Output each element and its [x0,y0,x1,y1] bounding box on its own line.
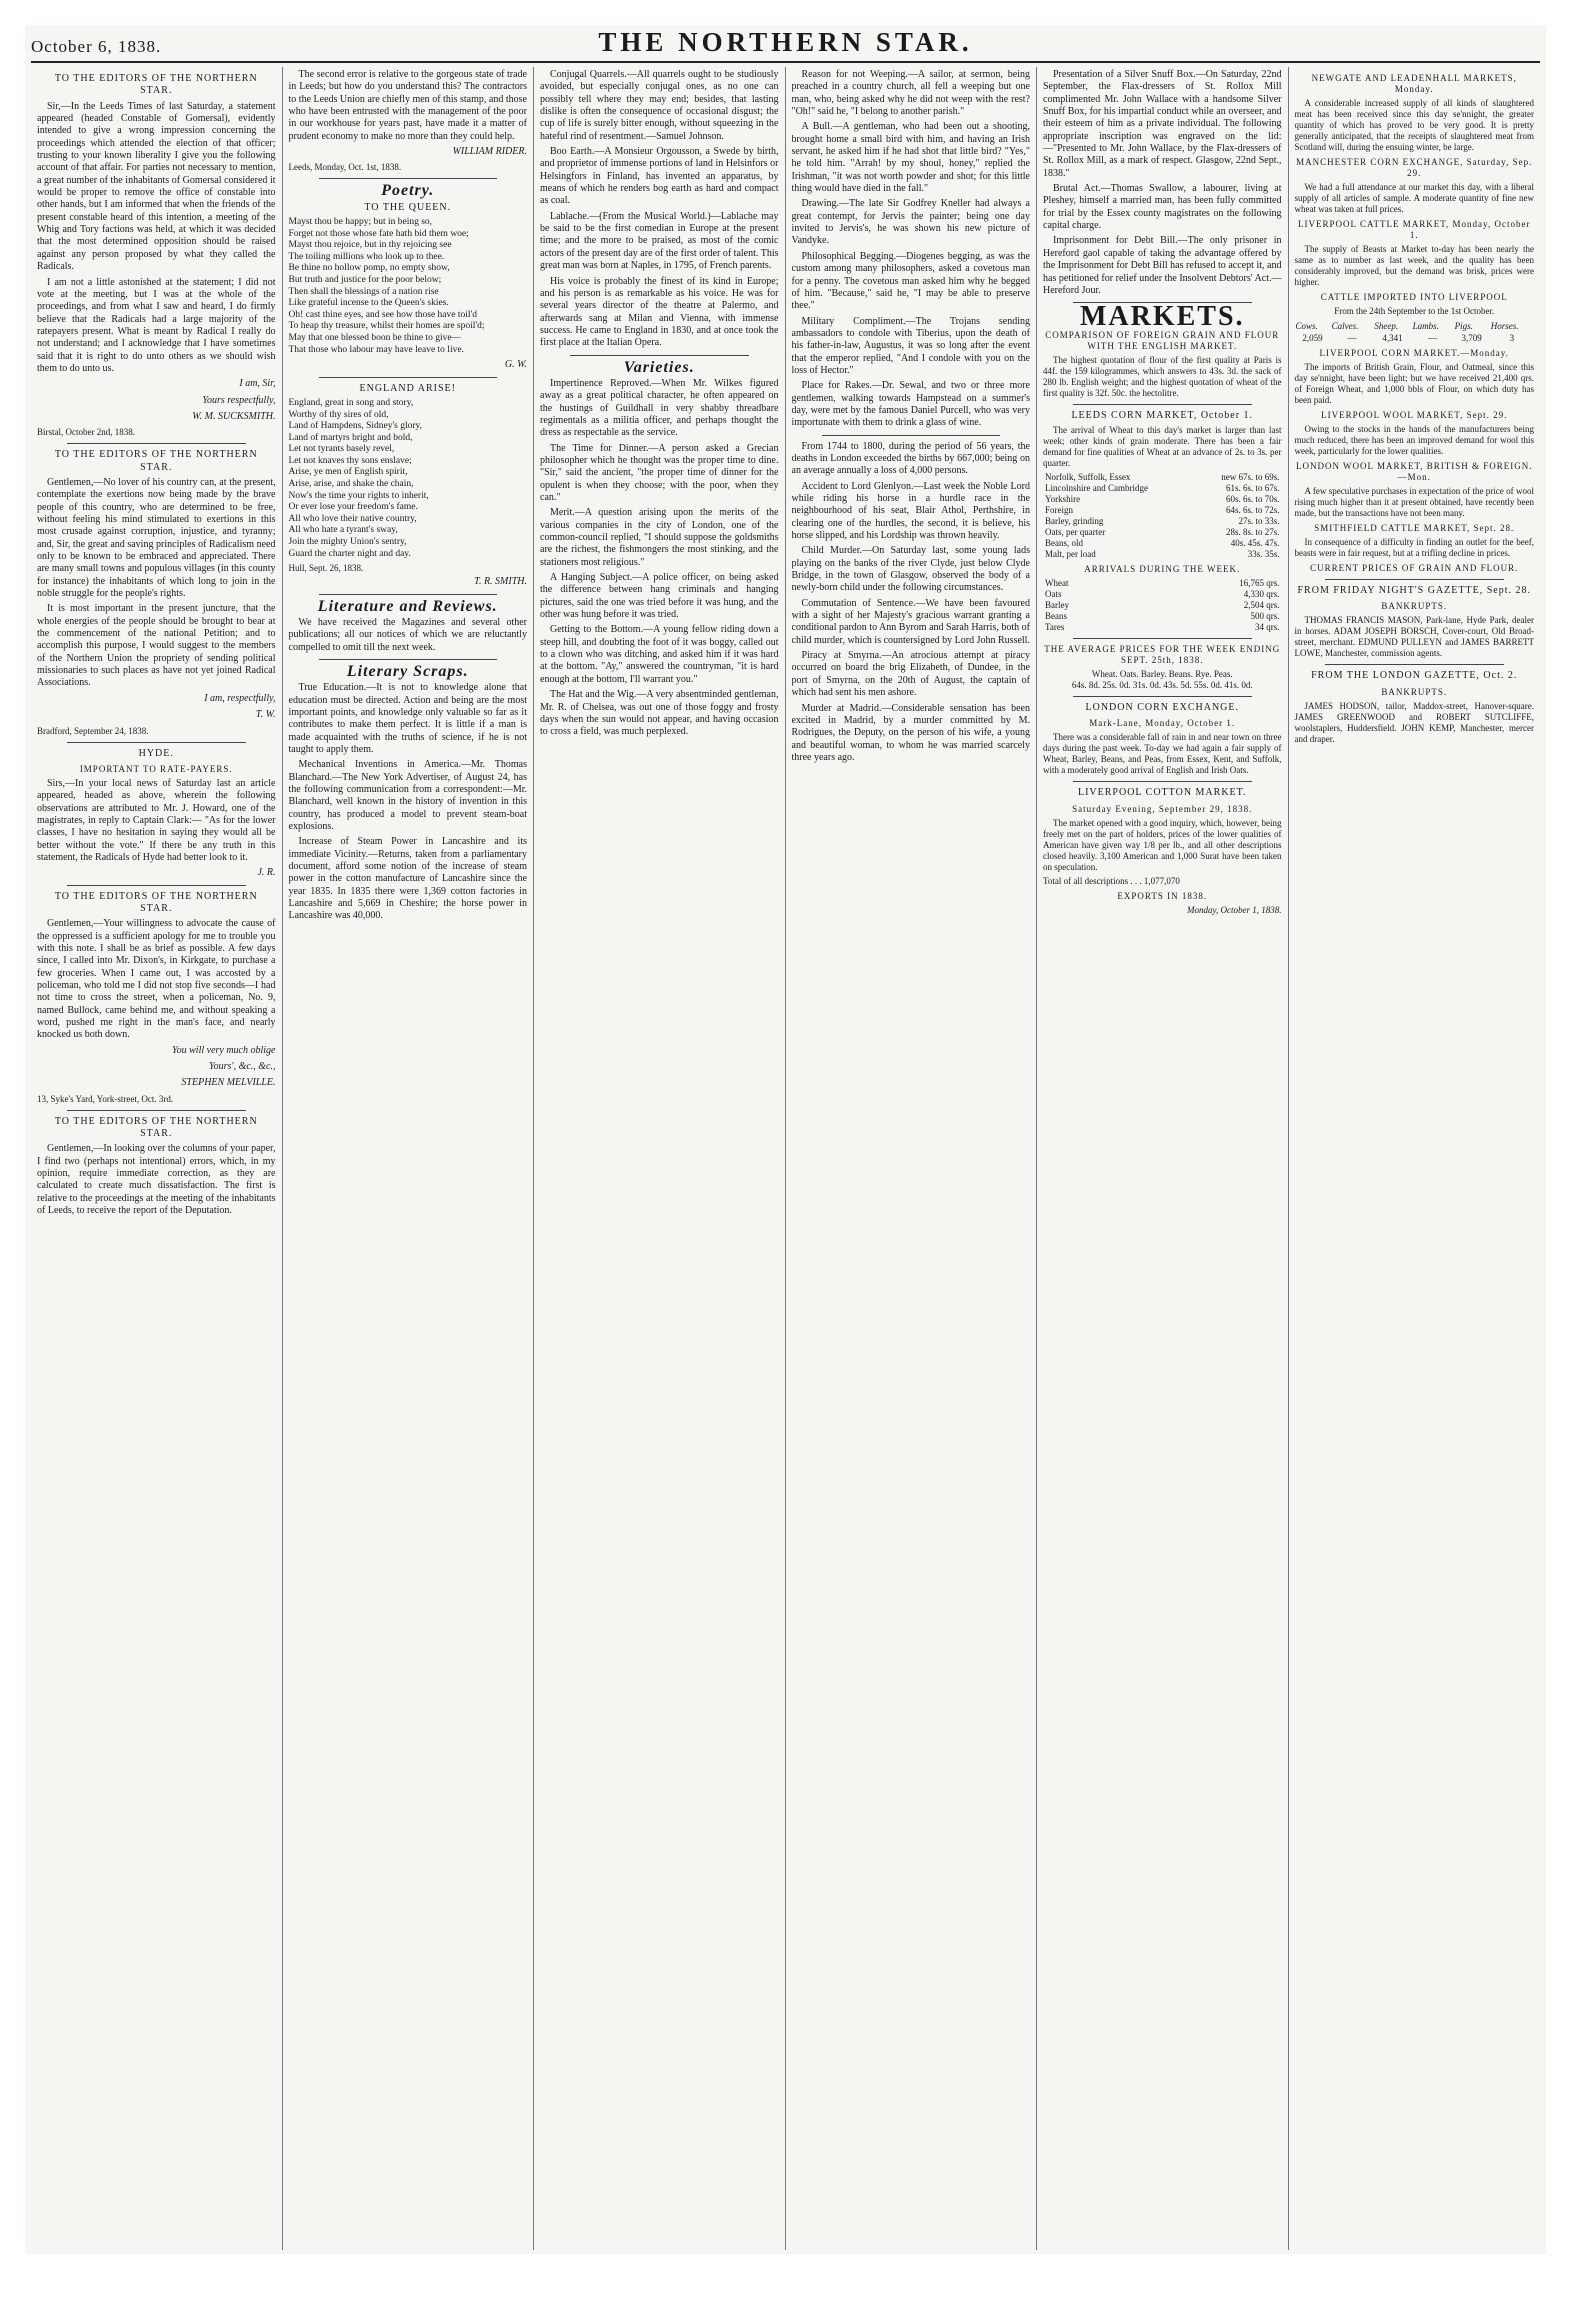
gazette-heading: FROM THE LONDON GAZETTE, Oct. 2. [1311,670,1518,682]
table-label-cell: Yorkshire [1045,493,1081,504]
poem-signature: T. R. SMITH. [474,576,527,588]
divider [67,443,246,444]
grain-price-row [1043,516,1282,527]
gazette-paragraph: JAMES HODSON, tailor, Maddox-street, Hanover-square. JAMES GREENWOOD and ROBERT SUTCLIFFE, woolstaplers, Huddersfield. JOHN KEMP, Manchester, mercer and draper. [1294,700,1534,744]
letter-heading: TO THE EDITORS OF THE NORTHERN STAR. [54,1115,258,1140]
market-heading: COMPARISON OF FOREIGN GRAIN AND FLOUR WITH THE ENGLISH MARKET. [1045,329,1280,351]
market-heading: LEEDS CORN MARKET, October 1. [1071,409,1254,421]
table-value-cell: 2,504 qrs. [1243,599,1280,610]
cattle-value-cell: 3 [1509,333,1515,343]
table-value-cell: 33s. 35s. [1247,548,1280,559]
dateline: Birstal, October 2nd, 1838. [37,427,135,438]
table-label-cell: Norfolk, Suffolk, Essex [1045,471,1131,482]
cattle-value-cell: 2,059 [1302,333,1323,343]
table-label-cell: Barley [1045,599,1069,610]
markets-title: MARKETS. [1079,301,1245,333]
section-title-poetry: Poetry. [381,182,435,200]
divider [319,594,498,595]
news-paragraph: Commutation of Sentence.—We have been favoured with a sight of her Majesty's gracious warrant granting a conditional pardon to Ann Byrom and Sarah Harris, both of child murder, which is countersigned by Lord John Russell. [791,597,1030,646]
grain-price-row [1043,483,1282,494]
market-heading: NEWGATE AND LEADENHALL MARKETS, Monday. [1311,73,1517,94]
grain-price-row [1043,494,1282,505]
news-paragraph: Piracy at Smyrna.—An atrocious attempt at piracy occurred on board the brig Elizabeth, of Dundee, in the port of Smyrna, on the 20th of August, the captain of which had sent his men ashore. [791,650,1030,699]
issue-date: October 6, 1838. [31,37,162,56]
table-label-cell: Beans [1045,610,1067,621]
arrival-row [1043,600,1282,611]
article-heading: HYDE. [138,747,174,759]
table-label-cell: Beans, old [1045,537,1083,548]
table-label-cell: Barley, grinding [1045,515,1104,526]
table-value-cell: 4,330 qrs. [1243,588,1280,599]
section-title-varieties: Varieties. [623,358,695,376]
news-paragraph: Presentation of a Silver Snuff Box.—On Saturday, 22nd September, the Flax-dressers of St. Rollox Mill complimented Mr. John Wallace with a handsome Silver Snuff Box, for his impartial conduct while an overseer, and their esteem of him as a private individual. The following appropriate inscription was engraved on the lid:—"Presented to Mr. John Wallace, by the Flax-dressers of St. Rollox Mill, as a mark of respect. Glasgow, 22nd Sept., 1838." [1043,69,1282,179]
poem-body: England, great in song and story, Worthy of thy sires of old, Land of Hampdens, Sidney's glory, Land of martyrs bright and bold, Let not tyrants basely revel, Let not knaves thy sons enslave; Arise, ye men of English spirit, Arise, arise, and shake the chain, Now's the time your rights to inherit, Or ever lose your freedom's fame. All who love their native country, All who hate a tyrant's sway, Join the mighty Union's sentry, Guard the charter night and day. [288,397,429,559]
table-value-cell: 64s. 6s. to 72s. [1225,504,1280,515]
table-label-cell: Foreign [1045,504,1073,515]
grain-price-row [1043,505,1282,516]
letter-paragraph: Sir,—In the Leeds Times of last Saturday, a statement appeared (headed Constable of Gomersal), evidently intended to give a wrong impression concerning the proceedings which attended the election of that officer; trusting to your known liberality I give you the following account of that affair. For parties not necessary to mention, a great number of the inhabitants of Gomersal considered it would be proper to remove the office of constable into other hands, but I am informed that when the friends of the present constable heard of this intention, a meeting of the Whig and Tory factions was held, at which it was decided that the most determined opposition should be raised against any person proposed by what they called the Radicals. [37,100,276,273]
table-value-cell: 27s. to 33s. [1238,515,1280,526]
variety-paragraph: Merit.—A question arising upon the merits of the various companies in the city of London, one of the common-council replied, "I should suppose the goldsmiths are the richest, the fishmongers the most stinking, and the stationers most religious." [540,507,779,568]
column-2 [283,67,535,2250]
poem-signature: G. W. [504,359,527,371]
dateline: Bradford, September 24, 1838. [37,725,149,736]
letter-paragraph: It is most important in the present juncture, that the whole energies of the people should be brought to bear at the commencement of the national Petition; and to accomplish this purpose, I would suggest to the members of the Northern Union the propriety of sending political missionaries to such places as have not yet joined Radical Associations. [37,603,276,689]
table-value-cell: 16,765 qrs. [1239,577,1280,588]
variety-paragraph: Place for Rakes.—Dr. Sewal, and two or three more gentlemen, walking towards Hampstead on a summer's day, were met by the famous Daniel Purcell, who was very importunate with them to drink a glass of wine. [791,380,1030,429]
column-1 [31,67,283,2250]
article-subheading: IMPORTANT TO RATE-PAYERS. [79,763,233,774]
divider [570,355,749,356]
table-label-cell: Tares [1045,621,1065,632]
table-value-cell: 60s. 6s. to 70s. [1225,493,1280,504]
table-value-cell: new 67s. to 69s. [1221,471,1280,482]
gazette-subheading: BANKRUPTS. [1381,686,1448,697]
scrap-paragraph: True Education.—It is not to knowledge alone that education must be directed. Action and being are the most important points, and knowledge only valuable so far as it contributes to make them perfect. It is little if a man is made acquainted with the truths of science, if he is not taught to apply them. [288,682,527,755]
dateline: Hull, Sept. 26, 1838. [288,563,364,574]
variety-paragraph: Military Compliment.—The Trojans sending ambassadors to condole with Tiberius, upon the death of his father-in-law, Augustus, it was so long after the event that the emperor replied, "And I condole with you on the loss of Hector." [791,315,1030,376]
masthead [31,25,1540,63]
market-subheading: Mark-Lane, Monday, October 1. [1089,718,1236,729]
newspaper-title: THE NORTHERN STAR. [598,27,973,57]
letter-heading: TO THE EDITORS OF THE NORTHERN STAR. [54,449,258,473]
divider [319,377,498,378]
divider [1073,638,1252,639]
market-subheading: From the 24th September to the 1st October. [1334,306,1495,316]
notice-paragraph: We have received the Magazines and several other publications; all our notices of which we are reluctantly compelled to omit till the next week. [288,616,527,653]
table-label-cell: Malt, per load [1045,548,1096,559]
letter-paragraph: The second error is relative to the gorgeous state of trade in Leeds; but how do you understand this? The contractors to the Leeds Union are chiefly men of this stamp, and those who have been entrusted with the management of the poor in our workhouse for years past, have made it a matter of prudent economy to make no more than they could help. [288,69,527,142]
scrap-paragraph: Lablache.—(From the Musical World.)—Lablache may be said to be the first comedian in Europe at the present time; and the more to be praised, as most of the comic actors of the present day are of the first order of talent. This great man was born at Naples, in 1795, of French parents. [540,210,779,272]
divider [319,659,498,660]
column-6 [1289,67,1541,2250]
market-subheading: Saturday Evening, September 29, 1838. [1072,803,1253,814]
signature-line: You will very much oblige [171,1044,276,1056]
column-3 [534,67,786,2250]
market-heading: MANCHESTER CORN EXCHANGE, Saturday, Sep. 29. [1296,157,1533,178]
cattle-value-cell: 4,341 [1382,333,1403,343]
columns [31,67,1540,2250]
statistic-paragraph: From 1744 to 1800, during the period of 56 years, the deaths in London exceeded the births by 667,000; being on an average annually a loss of 4,000 persons. [791,440,1030,477]
market-heading: LIVERPOOL COTTON MARKET. [1077,787,1247,799]
divider [822,435,1001,436]
market-paragraph: There was a considerable fall of rain in and near town on three days during the past week. To-day we had again a fair supply of Wheat, Barley, Beans, and Peas, from Essex, Kent, and Suffolk, with a moderately good arrival of English and Irish Oats. [1043,732,1282,776]
signature-name: W. M. SUCKSMITH. [192,410,276,422]
divider [319,178,498,179]
cattle-value-cell: 3,709 [1461,333,1482,343]
variety-paragraph: Impertinence Reproved.—When Mr. Wilkes figured away as a great political character, he often appeared on the hustings of Guildhall in very shabby threadbare regimentals as a militia officer, and perhaps thought the dress as respectable as the service. [540,377,779,439]
grain-price-row [1043,549,1282,560]
market-heading: CATTLE IMPORTED INTO LIVERPOOL [1320,292,1508,302]
market-heading: CURRENT PRICES OF GRAIN AND FLOUR. [1310,563,1519,573]
gazette-paragraph: THOMAS FRANCIS MASON, Park-lane, Hyde Park, dealer in horses. ADAM JOSEPH BORSCH, Cover-court, Old Broad-street, merchant. EDMUND PULLEYN and JAMES BARRETT LOWE, Manchester, commission agents. [1294,615,1534,659]
market-paragraph: In consequence of a difficulty in finding an outlet for the beef, beasts were in fair request, but at a trifling decline in prices. [1294,537,1534,558]
column-5 [1037,67,1289,2250]
divider [67,1110,246,1111]
dateline: Monday, October 1, 1838. [1187,904,1282,915]
arrival-row [1043,611,1282,622]
variety-paragraph: Drawing.—The late Sir Godfrey Kneller had always a great contempt, for Jervis the painter; being one day invited to Jervis's, he was shown his new picture of Vandyke. [791,198,1030,247]
letter-heading: TO THE EDITORS OF THE NORTHERN STAR. [54,73,258,97]
variety-paragraph: The Hat and the Wig.—A very absentminded gentleman, Mr. R. of Chelsea, was out one of those foggy and frosty days when the sun would not appear, and having occasion to cross a field, was much perplexed. [540,689,779,738]
letter-paragraph: Sirs,—In your local news of Saturday last an article appeared, headed as above, wherein the following observations are attributed to Mr. J. Howard, one of the magistrates, in reply to Captain Clark:— "As for the lower classes, I have no hesitation in saying they would all be better without the vote." If there be any truth in this statement, the Radicals of Hyde had better look to it. [37,777,276,863]
arrival-row [1043,589,1282,600]
letter-paragraph: Gentlemen,—No lover of his country can, at the present, contemplate the exertions now being made by the brave people of this country, who are determined to be free, without feeling his mind stimulated to exertions in this most crusade against corruption, injustice, and tyranny; and, Sir, the great and saving principles of Radicalism need only to be known to be embraced and appreciated. There are many small towns and populous villages (in this county for instance) the inhabitants of which long to join in the noble struggle for the people's rights. [37,476,276,600]
dateline: 13, Syke's Yard, York-street, Oct. 3rd. [37,1093,174,1104]
column-4 [786,67,1038,2250]
cattle-value-cell: — [1347,333,1357,343]
letter-heading: TO THE EDITORS OF THE NORTHERN STAR. [54,890,258,914]
cotton-total: Total of all descriptions . . . 1,077,070 [1043,875,1180,886]
market-heading: LIVERPOOL WOOL MARKET, Sept. 29. [1321,410,1508,420]
cattle-header-cell: Horses. [1490,321,1519,331]
arrival-row [1043,622,1282,633]
news-paragraph: Murder at Madrid.—Considerable sensation has been excited in Madrid, by a murder committed by M. Rodrigues, the Deputy, on the person of his wife, a young and beautiful woman, to whom he was married scarcely three years ago. [791,702,1030,763]
signature-line: Yours respectfully, [202,394,276,406]
market-paragraph: Owing to the stocks in the hands of the manufacturers being much reduced, there has been an improved demand for wool this week, particularly for the lower qualities. [1294,424,1534,456]
table-value-cell: 61s. 6s. to 67s. [1225,482,1280,493]
poem-body: Mayst thou be happy; but in being so, Forget not those whose fate hath bid them woe; Mayst thou rejoice, but in thy rejoicing see The toiling millions who look up to thee. Be thine no hollow pomp, no empty show, But truth and justice for the poor below; Then shall the blessings of a nation rise Like grateful incense to the Queen's skies. Oh! cast thine eyes, and see how those have toil'd To heap thy treasure, whilst their homes are spoil'd; May that one blessed boon be thine to give— That those who labour may have leave to live. [288,217,485,355]
market-paragraph: The supply of Beasts at Market to-day has been nearly the same as to number as last week, and the quality has been considerably improved, but the demand was brisk, prices were higher. [1294,244,1534,287]
grain-price-table [1043,472,1282,560]
scrap-paragraph: Increase of Steam Power in Lancashire and its immediate Vicinity.—Returns, taken from a parliamentary document, afford some notion of the increase of steam power in the cotton manufacture of Lancashire since the year 1835. In 1835 there were 1,369 cotton factories in Lancashire and 5,669 in Cheshire; the horse power in Lancashire was 40,000. [288,836,527,922]
table-label-cell: Oats, per quarter [1045,526,1106,537]
table-value-cell: 500 qrs. [1250,610,1280,621]
cattle-header-cell: Pigs. [1454,321,1473,331]
cattle-header-cell: Sheep. [1374,321,1399,331]
poem-title: ENGLAND ARISE! [359,382,456,394]
newspaper-page [25,25,1546,2254]
table-label-cell: Oats [1045,588,1062,599]
market-heading: LIVERPOOL CATTLE MARKET, Monday, October 1. [1298,219,1531,240]
scrap-paragraph: Conjugal Quarrels.—All quarrels ought to be studiously avoided, but especially conjugal ones, as no one can possibly tell where they may end; besides, that lasting dislike is often the consequence of occasional disgust; the cup of life is surely bitter enough, without squeezing in the hateful rind of resentment.—Samuel Johnson. [540,69,779,142]
variety-paragraph: A Hanging Subject.—A police officer, on being asked the difference between hang criminals and hanging pictures, said the one was tried before it was hung, and the other was hung before it was tried. [540,572,779,621]
letter-paragraph: Gentlemen,—Your willingness to advocate the cause of the oppressed is a sufficient apology for me to trouble you with this note. I shall be as brief as possible. A few days since, I called into Mr. Dixon's, in Kirkgate, to purchase a few groceries. When I came out, I was accosted by a policeman, who told me I did not stop five seconds—I had not time to cross the street, when a policeman, No. 9, named Bullock, came behind me, and without speaking a word, pushed me right in the man's face, and nearly knocked us both down. [37,918,276,1041]
gazette-subheading: BANKRUPTS. [1381,601,1448,612]
poem-title: TO THE QUEEN. [364,201,452,213]
market-paragraph: A considerable increased supply of all kinds of slaughtered meat has been received since this day se'nnight, the greater quantity of which has proved to be very good. It is pretty generally anticipated, that the receipts of slaughtered meat from Scotland will, during the ensuing winter, be large. [1294,98,1534,152]
cattle-import-table [1295,320,1535,344]
market-paragraph: The highest quotation of flour of the first quality at Paris is 44f. the 159 kilogrammes, which answers to 43s. 3d. the sack of 280 lb. English weight; and the highest quotation of wheat of the first quality is 32f. 50c. the hectolitre. [1043,354,1282,398]
grain-price-row [1043,472,1282,483]
market-paragraph: The imports of British Grain, Flour, and Oatmeal, since this day se'nnight, have been light; but we have received 21,400 qrs. of Foreign Wheat, and 1,000 bbls of Flour, on which duty has been paid. [1294,362,1534,405]
market-heading: EXPORTS IN 1838. [1117,890,1208,901]
average-prices-values: 64s. 8d. 25s. 0d. 31s. 0d. 43s. 5d. 55s. 0d. 41s. 0d. [1071,679,1253,690]
table-label-cell: Wheat [1045,577,1069,588]
table-value-cell: 34 qrs. [1255,621,1280,632]
letter-paragraph: I am not a little astonished at the statement; I did not vote at the meeting, but I was at the whole of the proceedings, and from what I saw and heard, I do firmly believe that the Radicals had a large majority of the ratepayers present. What is meant by Radical I really do not understand; and I acknowledge that I have sometimes said that it is right to do unto others as we should wish them to do unto us. [37,276,276,374]
variety-paragraph: A Bull.—A gentleman, who had been out a shooting, brought home a small bird with him, and having an Irish servant, he asked him if he had shot that little bird? "Yes," he told him. "Arrah! by my shoul, honey," replied the Irishman, "it was not worth powder and shot; for this little thing would have died in the fall." [791,121,1030,195]
market-heading: THE AVERAGE PRICES FOR THE WEEK ENDING SEPT. 25th, 1838. [1044,643,1281,665]
section-title-literature: Literature and Reviews. [317,597,498,615]
dateline: Leeds, Monday, Oct. 1st, 1838. [288,162,402,173]
table-label-cell: Lincolnshire and Cambridge [1045,482,1148,493]
variety-paragraph: Philosophical Begging.—Diogenes begging, as was the custom among many philosophers, asked a covetous man for a penny. The covetous man asked him why he begged of him. "Because," said he, "I may be able to preserve thee." [791,250,1030,312]
market-heading: ARRIVALS DURING THE WEEK. [1084,563,1241,574]
market-paragraph: A few speculative purchases in expectation of the price of wool rising much higher than it at present obtained, have recently been made, but the transactions have not been many. [1294,486,1534,518]
cattle-header-cell: Calves. [1331,321,1359,331]
scrap-paragraph: Boo Earth.—A Monsieur Orgousson, a Swede by birth, and proprietor of immense portions of land in Helsinfors or Helsingfors in Finland, has invented an apparatus, by means of which he renders bog earth as hard and compact as coal. [540,146,779,207]
arrival-row [1043,578,1282,589]
signature-line: Yours', &c., &c., [209,1061,276,1073]
divider [67,885,246,886]
news-paragraph: Accident to Lord Glenlyon.—Last week the Noble Lord while riding his horse in a hurdle race in the neighbourhood of his seat, Blair Athol, Perthshire, in clearing one of the hurdles, the second, it is believe, his horse slipped, and his Lordship was thrown heavily. [791,480,1030,542]
market-heading: LONDON CORN EXCHANGE. [1085,701,1239,713]
average-prices-labels: Wheat. Oats. Barley. Beans. Rye. Peas. [1091,668,1233,679]
market-paragraph: The market opened with a good inquiry, which, however, being freely met on the part of holders, prices of the lower qualities of American have given way 1/8 per lb., and all other descriptions closed heavily. 3,100 American and 1,000 Surat have been taken on speculation. [1043,817,1282,872]
grain-price-row [1043,538,1282,549]
divider [1073,404,1252,405]
variety-paragraph: The Time for Dinner.—A person asked a Grecian philosopher which he thought was the proper time to dine. "Sir," said the ancient, "the proper time of dinner for the opulent is when they choose; with the poor, when they can." [540,442,779,503]
cattle-header-cell: Lambs. [1412,321,1439,331]
signature-name: J. R. [257,867,276,879]
market-heading: LIVERPOOL CORN MARKET.—Monday. [1319,348,1509,358]
news-paragraph: Imprisonment for Debt Bill.—The only prisoner in Hereford gaol capable of taking the advantage offered by the Imprisonment for Debt Bill has refused to accept it, and has petitioned for relief under the Insolvent Debtors' Act.—Hereford Jour. [1043,235,1282,296]
market-paragraph: We had a full attendance at our market this day, with a liberal supply of all articles of sample. A moderate quantity of fine new wheat was taken at full prices. [1294,182,1534,214]
scrap-paragraph: His voice is probably the finest of its kind in Europe; and his person is as remarkable as his voice. He was for several years director of the theatre at Palermo, and afterwards sang at Milan and Vienna, with immense success. He came to England in 1830, and at once took the first place at the Italian Opera. [540,275,779,349]
grain-price-row [1043,527,1282,538]
market-heading: LONDON WOOL MARKET, BRITISH & FOREIGN.—Mon. [1295,461,1533,482]
table-value-cell: 40s. 45s. 47s. [1230,537,1280,548]
section-title-scraps: Literary Scraps. [346,662,469,680]
signature-name: STEPHEN MELVILLE. [181,1077,276,1089]
cattle-header-row [1295,320,1535,333]
market-paragraph: The arrival of Wheat to this day's market is larger than last week; other kinds of grain moderate. There has been a fair demand for fine qualities of Wheat at an advance of 2s. to 3s. per quarter. [1043,424,1282,468]
cattle-header-cell: Cows. [1295,321,1318,331]
gazette-heading: FROM FRIDAY NIGHT'S GAZETTE, Sept. 28. [1297,585,1531,596]
arrivals-table [1043,578,1282,633]
news-paragraph: Brutal Act.—Thomas Swallow, a labourer, living at Pleshey, himself a married man, has been fully committed for trial by the Essex county magistrates on the following capital charge. [1043,183,1282,232]
divider [1073,696,1252,697]
news-paragraph: Child Murder.—On Saturday last, some young lads playing on the banks of the river Clyde, just below Clyde Bridge, in the town of Glasgow, observed the body of a newly-born child under the following circumstances. [791,545,1030,594]
cattle-value-row [1295,333,1535,344]
signature-line: I am, respectfully, [204,692,276,704]
signature-line: I am, Sir, [239,378,276,390]
letter-paragraph: Gentlemen,—In looking over the columns of your paper, I find two (perhaps not intentional) errors, which, in my opinion, require immediate correction, as they are calculated to create much dissatisfaction. The first is relative to the proceedings at the meeting of the inhabitants of Leeds, to receive the report of the Deputation. [37,1143,276,1217]
variety-paragraph: Reason for not Weeping.—A sailor, at sermon, being preached in a country church, all fell a weeping but one man, who, being asked why he did not weep with the rest? "Oh!" said he, "I belong to another parish." [791,69,1030,118]
variety-paragraph: Getting to the Bottom.—A young fellow riding down a steep hill, and doubting the foot of it was boggy, called out to a clown who was ditching, and asked him if it was hard at the bottom. "Ay," answered the countryman, "it is hard enough at the bottom, I'll warrant you." [540,624,779,685]
cattle-value-cell: — [1428,333,1438,343]
divider [67,742,246,743]
scrap-paragraph: Mechanical Inventions in America.—Mr. Thomas Blanchard.—The New York Advertiser, of August 24, has the following communication from a correspondent:—Mr. Blanchard, well known in the history of invention in this country, has produced a model to prevent steam-boat explosions. [288,759,527,833]
signature-name: WILLIAM RIDER. [452,146,527,158]
divider [1073,781,1252,782]
divider [1325,664,1505,665]
table-value-cell: 28s. 8s. to 27s. [1225,526,1280,537]
market-heading: SMITHFIELD CATTLE MARKET, Sept. 28. [1314,523,1515,533]
signature-name: T. W. [255,709,276,721]
divider [1325,579,1505,580]
